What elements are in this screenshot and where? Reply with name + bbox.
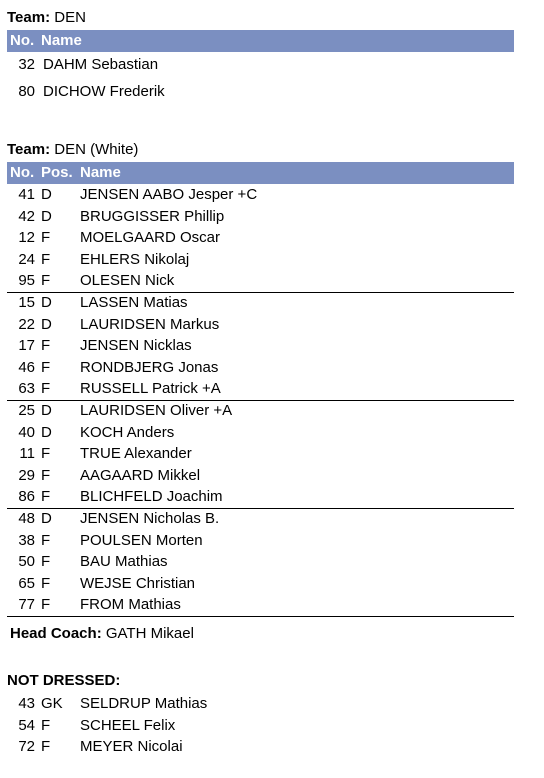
- player-position: F: [41, 358, 51, 376]
- player-name: TRUE Alexander: [80, 445, 192, 463]
- table-row: [7, 551, 514, 573]
- player-name: OLESEN Nick: [80, 272, 175, 290]
- player-number: 38: [18, 531, 35, 549]
- player-name: RUSSELL Patrick +A: [80, 380, 221, 398]
- player-number: 12: [18, 229, 35, 247]
- player-name: JENSEN Nicklas: [80, 337, 192, 355]
- table-row: [7, 443, 514, 465]
- table-row: [7, 486, 514, 508]
- player-name: MOELGAARD Oscar: [80, 229, 221, 247]
- player-name: LAURIDSEN Markus: [80, 315, 220, 333]
- player-number: 22: [18, 315, 35, 333]
- player-number: 29: [18, 466, 35, 484]
- player-number: 46: [18, 358, 35, 376]
- table-row: [7, 400, 514, 422]
- player-position: D: [41, 423, 52, 441]
- player-number: 43: [18, 695, 35, 712]
- player-name: WEJSE Christian: [80, 574, 196, 592]
- line-separator: [7, 616, 514, 617]
- head-coach-line: [10, 625, 194, 643]
- player-number: 42: [18, 207, 35, 225]
- player-number: 86: [18, 488, 35, 506]
- player-name: JENSEN AABO Jesper +C: [80, 186, 258, 203]
- player-number: 48: [18, 510, 35, 527]
- head-coach-label: Head Coach:: [10, 625, 102, 642]
- table-row: [7, 693, 514, 715]
- player-position: F: [41, 272, 51, 290]
- player-name: SELDRUP Mathias: [80, 695, 208, 712]
- player-name: FROM Mathias: [80, 596, 181, 614]
- player-position: F: [41, 380, 51, 398]
- player-name: KOCH Anders: [80, 423, 175, 441]
- player-name: MEYER Nicolai: [80, 738, 183, 756]
- table-row: [7, 594, 514, 616]
- team-line-2: [7, 141, 138, 159]
- table-row: [7, 530, 514, 552]
- player-position: D: [41, 186, 52, 203]
- player-number: 77: [18, 596, 35, 614]
- table-row: [7, 736, 514, 758]
- player-position: GK: [41, 695, 63, 712]
- player-number: 15: [18, 294, 35, 311]
- header-name: Name: [80, 164, 121, 181]
- header-pos: Pos.: [41, 164, 73, 181]
- player-number: 95: [18, 272, 35, 290]
- player-position: F: [41, 553, 51, 571]
- player-number: 32: [18, 56, 35, 73]
- player-position: D: [41, 402, 52, 419]
- player-position: D: [41, 207, 52, 225]
- team-value: DEN: [54, 9, 86, 26]
- not-dressed-title: NOT DRESSED:: [7, 672, 121, 689]
- table-row: [7, 422, 514, 444]
- player-name: DICHOW Frederik: [43, 83, 165, 100]
- team-line-1: [7, 9, 86, 27]
- table-row: [7, 81, 514, 103]
- player-name: POULSEN Morten: [80, 531, 203, 549]
- player-number: 25: [18, 402, 35, 419]
- team-value: DEN (White): [54, 141, 139, 158]
- player-name: BLICHFELD Joachim: [80, 488, 223, 506]
- player-name: SCHEEL Felix: [80, 716, 176, 734]
- player-name: JENSEN Nicholas B.: [80, 510, 220, 527]
- player-position: F: [41, 250, 51, 268]
- table-row: [7, 292, 514, 314]
- player-position: D: [41, 294, 52, 311]
- player-position: F: [41, 229, 51, 247]
- header-no: No.: [10, 32, 35, 49]
- table-row: [7, 357, 514, 379]
- player-position: F: [41, 445, 51, 463]
- table-row: [7, 227, 514, 249]
- player-name: DAHM Sebastian: [43, 56, 159, 73]
- head-coach-value: GATH Mikael: [105, 625, 194, 642]
- player-name: LASSEN Matias: [80, 294, 188, 311]
- table-row: [7, 314, 514, 336]
- player-name: BRUGGISSER Phillip: [80, 207, 225, 225]
- table-row: [7, 573, 514, 595]
- player-number: 80: [18, 83, 35, 100]
- table-row: [7, 715, 514, 737]
- player-position: F: [41, 738, 51, 756]
- player-position: F: [41, 466, 51, 484]
- player-number: 17: [18, 337, 35, 355]
- player-name: LAURIDSEN Oliver +A: [80, 402, 233, 419]
- player-number: 65: [18, 574, 35, 592]
- table-row: [7, 54, 514, 76]
- player-position: F: [41, 596, 51, 614]
- table-header: [7, 162, 514, 184]
- table-row: [7, 508, 514, 530]
- player-name: AAGAARD Mikkel: [80, 466, 201, 484]
- player-name: EHLERS Nikolaj: [80, 250, 190, 268]
- table-row: [7, 184, 514, 206]
- player-position: F: [41, 337, 51, 355]
- table-row: [7, 465, 514, 487]
- table-row: [7, 206, 514, 228]
- player-name: RONDBJERG Jonas: [80, 358, 219, 376]
- player-number: 41: [18, 186, 35, 203]
- player-number: 50: [18, 553, 35, 571]
- player-number: 24: [18, 250, 35, 268]
- player-number: 54: [18, 716, 35, 734]
- table-row: [7, 335, 514, 357]
- header-no: No.: [10, 164, 35, 181]
- player-number: 72: [18, 738, 35, 756]
- team-label: Team:: [7, 141, 51, 158]
- player-position: F: [41, 574, 51, 592]
- table-row: [7, 378, 514, 400]
- team-label: Team:: [7, 9, 51, 26]
- player-position: F: [41, 488, 51, 506]
- player-number: 40: [18, 423, 35, 441]
- player-number: 11: [19, 445, 35, 463]
- player-position: D: [41, 510, 52, 527]
- player-number: 63: [18, 380, 35, 398]
- header-name: Name: [41, 32, 82, 49]
- player-position: F: [41, 531, 51, 549]
- player-position: F: [41, 716, 51, 734]
- player-name: BAU Mathias: [80, 553, 168, 571]
- player-position: D: [41, 315, 52, 333]
- table-header: [7, 30, 514, 52]
- table-row: [7, 249, 514, 271]
- table-row: [7, 270, 514, 292]
